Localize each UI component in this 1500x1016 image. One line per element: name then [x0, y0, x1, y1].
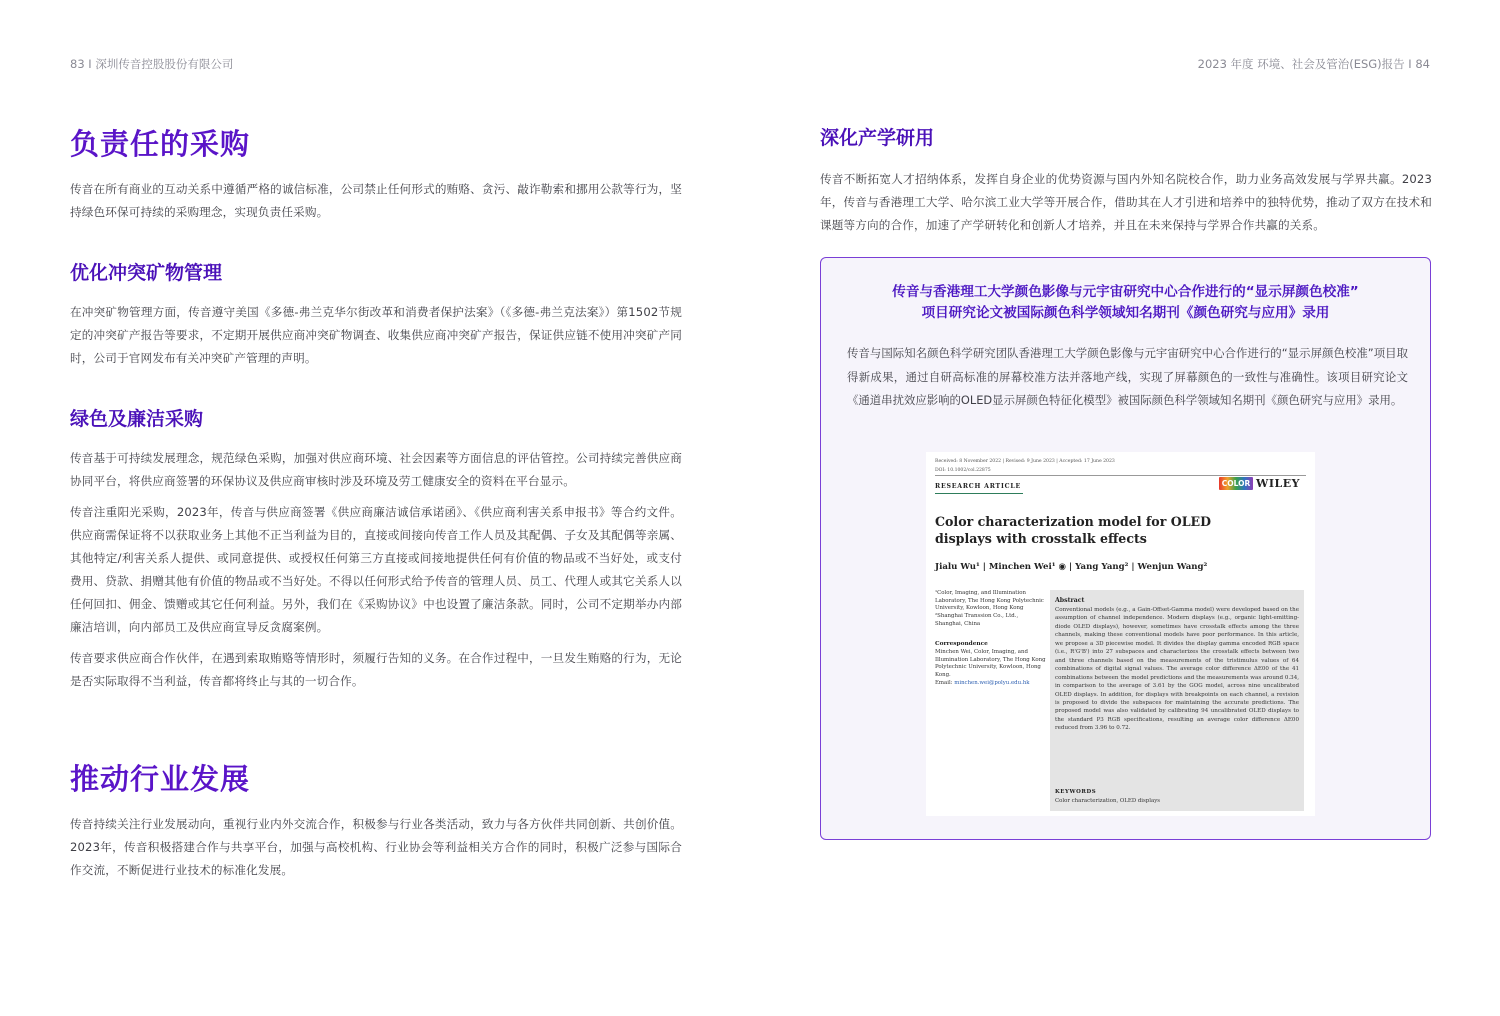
paper-abstract-text: Conventional models (e.g., a Gain-Offset-Gamma model) were developed based on the assumption of channel independence. Modern displays (e.g., organic light-emitting-diode OLED displays), however, sometimes have crosstalk effects among the three channels, making these conventional models have poor performance. In this article, we propose a 3D piecewise model. It divides the display gamma encoded RGB space (i.e., R'G'B') into 27 subspaces and characterizes the crosstalk effects between two and three channels based on the measurements of the tristimulus values of 64 combinations of digital signal values. The average color difference ΔE00 of the 41 combinations between the model predictions and the measurements was around 0.34, in comparison to the average of 3.61 by the GOG model, across nine uncalibrated OLED displays. In addition, for displays with breakpoints on each channel, a revision is proposed to divide the subspaces for maintaining the accurate predictions. The proposed model was also validated by calibrating 94 uncalibrated OLED displays to the standard P3 RGB specifications, resulting an average color difference ΔE00 reduced from 3.96 to 0.72.	[1055, 607, 1299, 732]
section-title-industry-development: 推动行业发展	[70, 762, 251, 796]
left-column	[70, 120, 682, 882]
green-procurement-paragraph-1: 传音基于可持续发展理念，规范绿色采购，加强对供应商环境、社会因素等方面信息的评估管控。公司持续完善供应商协同平台，将供应商签署的环保协议及供应商审核时涉及环境及劳工健康安全的资料在平台显示。	[70, 451, 682, 488]
paper-dates	[935, 457, 1115, 475]
paper-authors: Jialu Wu¹ | Minchen Wei¹ ◉ | Yang Yang² | Wenjun Wang²	[935, 562, 1208, 572]
section-title-responsible-procurement: 负责任的采购	[70, 127, 251, 161]
right-column	[820, 120, 1432, 237]
paper-doi: DOI: 10.1002/col.22875	[935, 468, 991, 473]
paper-abstract-label: Abstract	[1055, 597, 1085, 604]
conflict-minerals-paragraph: 在冲突矿物管理方面，传音遵守美国《多德-弗兰克华尔街改革和消费者保护法案》（《多德-弗兰克法案》）第1502节规定的冲突矿产报告等要求，不定期开展供应商冲突矿物调查、收集供应商冲突矿产报告，保证供应链不使用冲突矿产同时，公司于官网发布有关冲突矿产管理的声明。	[70, 305, 682, 365]
case-study-title-line-1: 传音与香港理工大学颜色影像与元宇宙研究中心合作进行的“显示屏颜色校准”	[892, 284, 1359, 300]
green-procurement-paragraph-2: 传音注重阳光采购，2023年，传音与供应商签署《供应商廉洁诚信承诺函》、《供应商利害关系申报书》等合约文件。供应商需保证将不以获取业务上其他不正当利益为目的，直接或间接向传音工作人员及其配偶、子女及其配偶等亲属、其他特定/利害关系人提供、或同意提供、或授权任何第三方直接或间接地提供任何有价值的物品或不当好处，或支付费用、贷款、捐赠其他有价值的物品或不当好处。不得以任何形式给予传音的管理人员、员工、代理人或其它关系人以任何回扣、佣金、馈赠或其它任何利益。另外，我们在《采购协议》中也设置了廉洁条款。同时，公司不定期举办内部廉洁培训，向内部员工及供应商宣导反贪腐案例。	[70, 505, 682, 634]
paper-keywords: Color characterization, OLED displays	[1055, 798, 1161, 804]
publisher-logo: WILEY	[1256, 477, 1300, 490]
case-study-box	[820, 257, 1431, 840]
paper-affiliations: ¹Color, Imaging, and Illumination Laboratory, The Hong Kong Polytechnic University, Kowloon, Hong Kong ²Shanghai Transsion Co., Ltd., Shanghai, China	[935, 590, 1044, 627]
paper-rule	[935, 475, 1306, 476]
journal-logo: COLOR	[1219, 477, 1253, 490]
subsection-title-industry-academia: 深化产学研用	[820, 127, 935, 149]
research-paper-image	[926, 452, 1315, 816]
case-study-text: 传音与国际知名颜色科学研究团队香港理工大学颜色影像与元宇宙研究中心合作进行的“显示屏颜色校准”项目取得新成果，通过自研高标准的屏幕校准方法并落地产线，实现了屏幕颜色的一致性与准确性。该项目研究论文《通道串扰效应影响的OLED显示屏颜色特征化模型》被国际颜色科学领域知名期刊《颜色研究与应用》录用。	[847, 346, 1408, 407]
page-header-right: 2023 年度 环境、社会及管治(ESG)报告 I 84	[1197, 57, 1430, 71]
case-study-title-line-2: 项目研究论文被国际颜色科学领域知名期刊《颜色研究与应用》录用	[921, 305, 1330, 321]
paper-correspondence-text: Minchen Wei, Color, Imaging, and Illumination Laboratory, The Hong Kong Polytechnic University, Kowloon, Hong Kong.	[935, 649, 1046, 679]
intro-paragraph: 传音在所有商业的互动关系中遵循严格的诚信标准，公司禁止任何形式的贿赂、贪污、敲诈勒索和挪用公款等行为，坚持绿色环保可持续的采购理念，实现负责任采购。	[70, 182, 682, 219]
paper-correspondence	[935, 649, 1047, 688]
page-header-left: 83 I 深圳传音控股股份有限公司	[70, 57, 234, 71]
paper-correspondence-label: Correspondence	[935, 641, 988, 647]
paper-article-type: RESEARCH ARTICLE	[935, 483, 1022, 490]
paper-keywords-label: KEYWORDS	[1055, 789, 1097, 795]
industry-development-paragraph: 传音持续关注行业发展动向，重视行业内外交流合作，积极参与行业各类活动，致力与各方伙伴共同创新、共创价值。2023年，传音积极搭建合作与共享平台，加强与高校机构、行业协会等利益相关方合作的同时，积极广泛参与国际合作交流，不断促进行业技术的标准化发展。	[70, 817, 682, 877]
subsection-title-green-procurement: 绿色及廉洁采购	[70, 408, 204, 430]
case-study-title	[841, 282, 1410, 324]
paper-title: Color characterization model for OLED displays with crosstalk effects	[935, 514, 1212, 546]
paper-email: minchen.wei@polyu.edu.hk	[954, 679, 1030, 686]
paper-dates-line: Received: 8 November 2022 | Revised: 9 June 2023 | Accepted: 17 June 2023	[935, 459, 1115, 464]
green-procurement-paragraph-3: 传音要求供应商合作伙伴，在遇到索取贿赂等情形时，须履行告知的义务。在合作过程中，一旦发生贿赂的行为，无论是否实际取得不当利益，传音都将终止与其的一切合作。	[70, 651, 682, 688]
paper-email-label: Email:	[935, 679, 955, 686]
subsection-title-conflict-minerals: 优化冲突矿物管理	[70, 262, 223, 284]
paper-article-type-underline	[935, 493, 1023, 494]
paper-abstract-box	[1050, 590, 1304, 811]
industry-academia-paragraph: 传音不断拓宽人才招纳体系，发挥自身企业的优势资源与国内外知名院校合作，助力业务高效发展与学界共赢。2023年，传音与香港理工大学、哈尔滨工业大学等开展合作，借助其在人才引进和培养中的独特优势，推动了双方在技术和课题等方向的合作，加速了产学研转化和创新人才培养，并且在未来保持与学界合作共赢的关系。	[820, 172, 1432, 232]
